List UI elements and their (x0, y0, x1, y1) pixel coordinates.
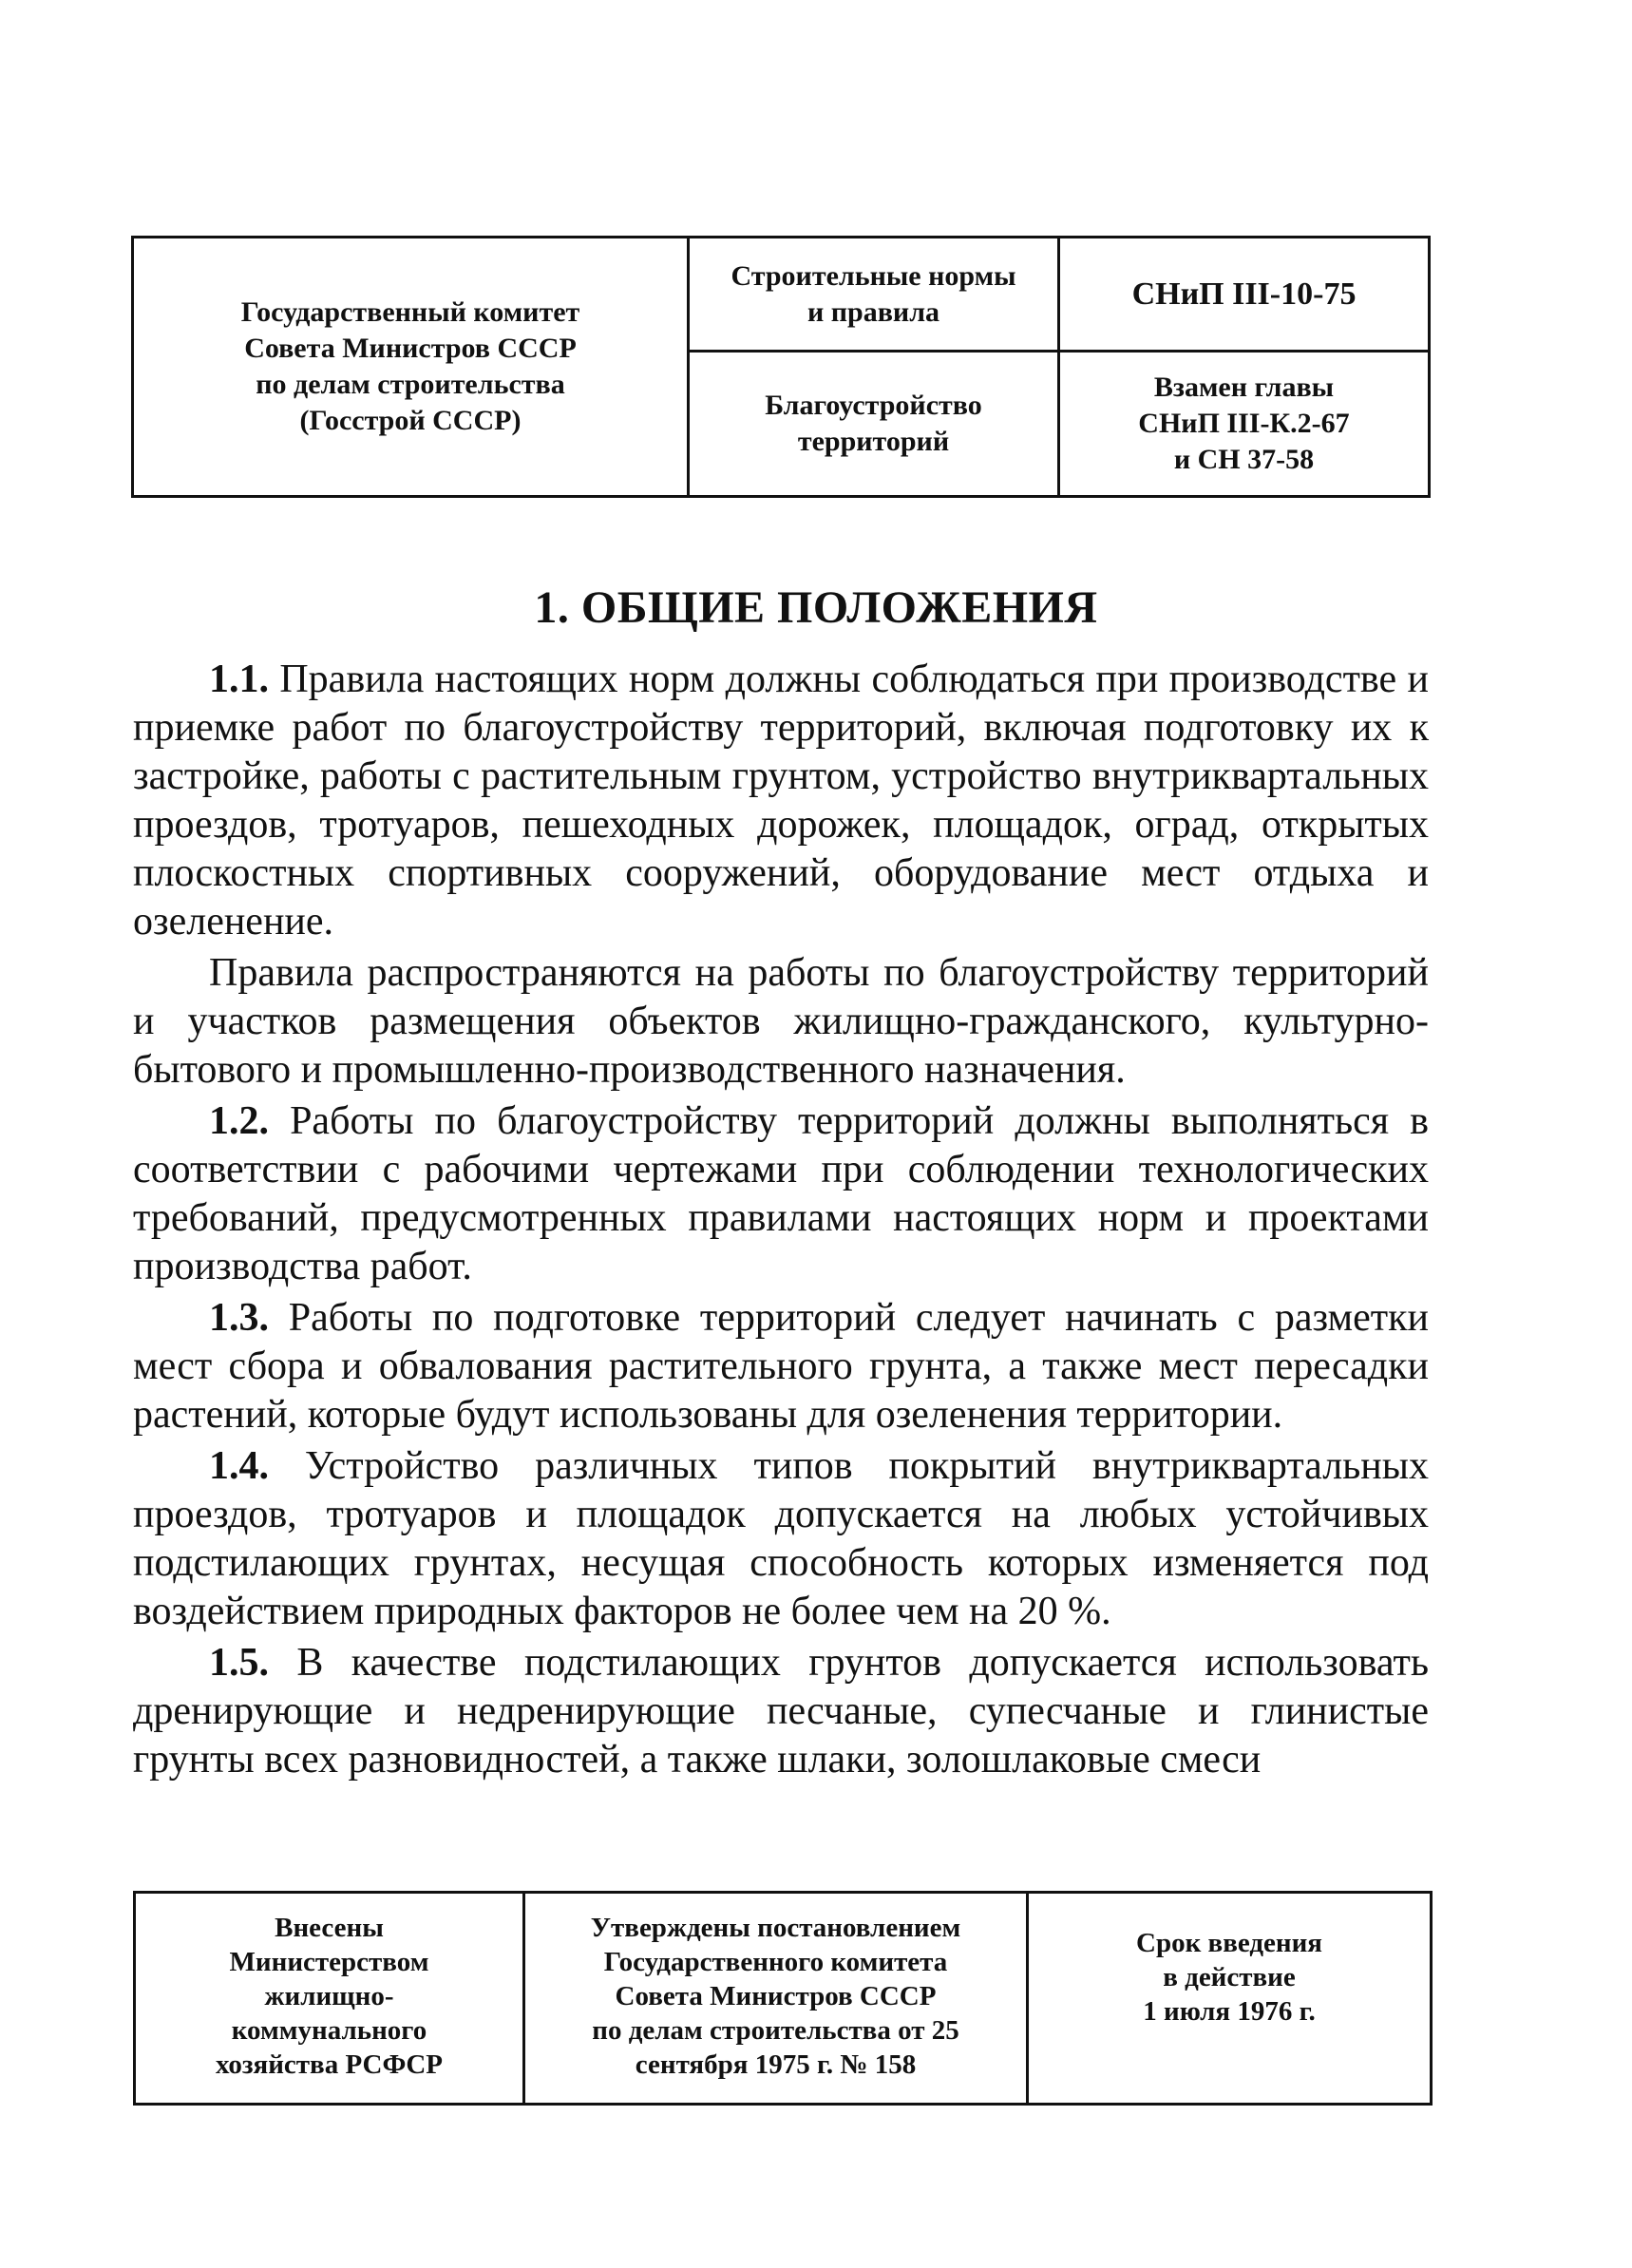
paragraph-number: 1.1. (209, 658, 269, 701)
header-doc-type: Строительные нормы и правила (690, 238, 1060, 353)
footer-submitted: Внесены Министерством жилищно- коммунального хозяйства РСФСР (136, 1894, 525, 2103)
paragraph-text: В качестве подстилающих грунтов допускается использовать дренирующие и недренирующие песчаные, супесчаные и глинистые грунты всех разновидностей, а также шлаки, золошлаковые смеси (133, 1641, 1429, 1782)
header-subject: Благоустройство территорий (690, 353, 1060, 495)
paragraph (133, 1442, 1429, 1636)
header-table (131, 236, 1431, 498)
header-organization: Государственный комитет Совета Министров СССР по делам строительства (Госстрой СССР) (134, 238, 690, 495)
paragraph-text: Работы по благоустройству территорий должны выполняться в соответствии с рабочими чертежами при соблюдении технологических требований, предусмотренных правилами настоящих норм и проектами производства работ. (133, 1099, 1429, 1288)
paragraph (133, 949, 1429, 1095)
footer-approved: Утверждены постановлением Государственного комитета Совета Министров СССР по делам строительства от 25 сентября 1975 г. № 158 (525, 1894, 1029, 2103)
paragraph (133, 1639, 1429, 1784)
paragraph-number: 1.5. (209, 1641, 269, 1685)
paragraph (133, 1097, 1429, 1291)
paragraph-number: 1.3. (209, 1296, 269, 1340)
paragraph (133, 1294, 1429, 1439)
header-replaces: Взамен главы СНиП III-К.2-67 и СН 37-58 (1138, 372, 1350, 475)
paragraph-text: Правила распространяются на работы по благоустройству территорий и участков размещения объектов жилищно-гражданского, культурно-бытового и промышленно-производственного назначения. (133, 951, 1429, 1092)
section-title: 1. ОБЩИЕ ПОЛОЖЕНИЯ (534, 582, 1098, 633)
paragraph-text: Правила настоящих норм должны соблюдаться при производстве и приемке работ по благоустройству территорий, включая подготовку их к застройке, работы с растительным грунтом, устройство внутриквартальных проездов, тротуаров, пешеходных дорожек, площадок, оград, открытых плоскостных спортивных сооружений, оборудование мест отдыха и озеленение. (133, 658, 1429, 943)
paragraph-text: Работы по подготовке территорий следует начинать с разметки мест сбора и обвалования растительного грунта, а также мест пересадки растений, которые будут использованы для озеленения территории. (133, 1296, 1429, 1437)
paragraph-text: Устройство различных типов покрытий внутриквартальных проездов, тротуаров и площадок допускается на любых устойчивых подстилающих грунтах, несущая способность которых изменяется под воздействием природных факторов не более чем на 20 %. (133, 1444, 1429, 1633)
footer-effective-date: Срок введения в действие 1 июля 1976 г. (1136, 1928, 1322, 2027)
header-code: СНиП III-10-75 (1060, 238, 1428, 353)
paragraph-number: 1.4. (209, 1444, 269, 1488)
footer-table (133, 1891, 1433, 2106)
paragraph (133, 656, 1429, 946)
body-text (133, 656, 1429, 1784)
paragraph-number: 1.2. (209, 1099, 269, 1143)
